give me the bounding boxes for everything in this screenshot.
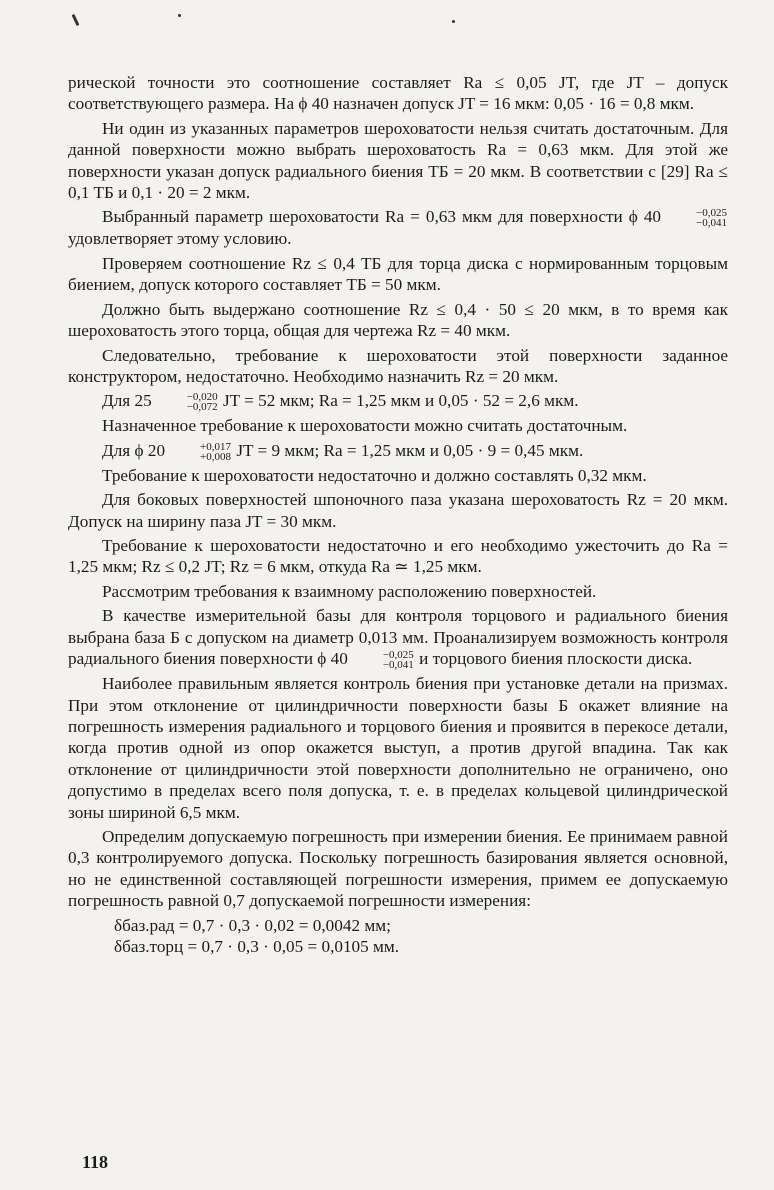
paragraph: Для боковых поверхностей шпоночного паза указана шероховатость Rz = 20 мкм. Допуск на ширину паза JT = 30 мкм.: [68, 490, 728, 531]
text-run: JT = 9 мкм; Ra = 1,25 мкм и 0,05 · 9 = 0,45 мкм.: [236, 440, 584, 460]
tolerance: +0,017 +0,008: [200, 440, 232, 463]
paragraph: Должно быть выдержано соотношение Rz ≤ 0,4 · 50 ≤ 20 мкм, в то время как шероховатость этого торца, общая для чертежа Rz = 40 мкм.: [68, 299, 728, 341]
paragraph: Требование к шероховатости недостаточно и должно составлять 0,32 мкм.: [102, 465, 647, 485]
paragraph: [68, 440, 728, 462]
text-run: удовлетворяет этому условию.: [68, 229, 292, 249]
tolerance: −0,025 −0,041: [382, 649, 414, 672]
paragraph: рической точности это соотношение составляет Ra ≤ 0,05 JT, где JT – допуск соответствующего размера. На ϕ 40 назначен допуск JT = 16 мкм: 0,05 · 16 = 0,8 мкм.: [68, 73, 728, 114]
tolerance: −0,020 −0,072: [186, 391, 218, 414]
paragraph: Назначенное требование к шероховатости можно считать достаточным.: [102, 416, 628, 436]
paragraph: [68, 605, 728, 670]
equation: δбаз.торц = 0,7 · 0,3 · 0,05 = 0,0105 мм.: [114, 937, 400, 956]
scan-speck: [178, 14, 181, 17]
paragraph: Следовательно, требование к шероховатости этой поверхности заданное конструктором, недостаточно. Необходимо назначить Rz = 20 мкм.: [68, 345, 728, 386]
text-run: Для ϕ 20: [102, 440, 166, 460]
paragraph: Ни один из указанных параметров шероховатости нельзя считать достаточным. Для данной поверхности можно выбрать шероховатость Ra = 0,63 мкм. Для этой же поверхности указан допуск радиального биения TБ = 20 мкм. В соответствии с [29] Ra ≤ 0,1 TБ и 0,1 · 20 = 2 мкм.: [68, 118, 728, 203]
text-run: и торцового биения плоскости диска.: [419, 649, 693, 669]
paragraph: Проверяем соотношение Rz ≤ 0,4 TБ для торца диска с нормированным торцовым биением, допуск которого составляет TБ = 50 мкм.: [68, 253, 728, 295]
paragraph: [68, 206, 728, 249]
scan-speck: [452, 20, 455, 23]
scan-speck: [72, 14, 80, 26]
text-run: Для 25: [102, 391, 152, 411]
text-run: В качестве измерительной базы для контроля торцового и радиального биения выбрана база Б с допуском на диаметр 0,013 мм. Проанализируем возможность контроля радиального биения поверхности ϕ 40: [68, 606, 728, 669]
paragraph: Рассмотрим требования к взаимному расположению поверхностей.: [102, 581, 597, 601]
text-run: Выбранный параметр шероховатости Ra = 0,63 мкм для поверхности ϕ 40: [102, 207, 662, 227]
tolerance: −0,025 −0,041: [696, 207, 727, 230]
paragraph: [68, 390, 728, 412]
equation: δбаз.рад = 0,7 · 0,3 · 0,02 = 0,0042 мм;: [114, 915, 391, 935]
page-number: 118: [82, 1152, 109, 1172]
text-run: JT = 52 мкм; Ra = 1,25 мкм и 0,05 · 52 = 2,6 мкм.: [222, 391, 579, 411]
paragraph: Определим допускаемую погрешность при измерении биения. Ее принимаем равной 0,3 контролируемого допуска. Поскольку погрешность базирования является основной, но не единственной составляющей погрешности измерения, примем ее допускаемую погрешность равной 0,7 допускаемой погрешности измерения:: [68, 826, 728, 911]
paragraph: Наиболее правильным является контроль биения при установке детали на призмах. При этом отклонение от цилиндричности поверхности базы Б окажет влияние на погрешность измерения радиального и торцового биения и проявится в перекосе детали, когда против одной из опор окажется выступ, а против другой впадина. Так как отклонение от цилиндричности этой поверхности дополнительно не ограничено, оно допустимо в пределах всего поля допуска, т. е. в пределах кольцевой цилиндрической зоны шириной 6,5 мкм.: [68, 674, 728, 822]
paragraph: Требование к шероховатости недостаточно и его необходимо ужесточить до Ra = 1,25 мкм; Rz ≤ 0,2 JT; Rz = 6 мкм, откуда Ra ≃ 1,25 мкм.: [68, 536, 728, 577]
page-text: [68, 72, 728, 957]
